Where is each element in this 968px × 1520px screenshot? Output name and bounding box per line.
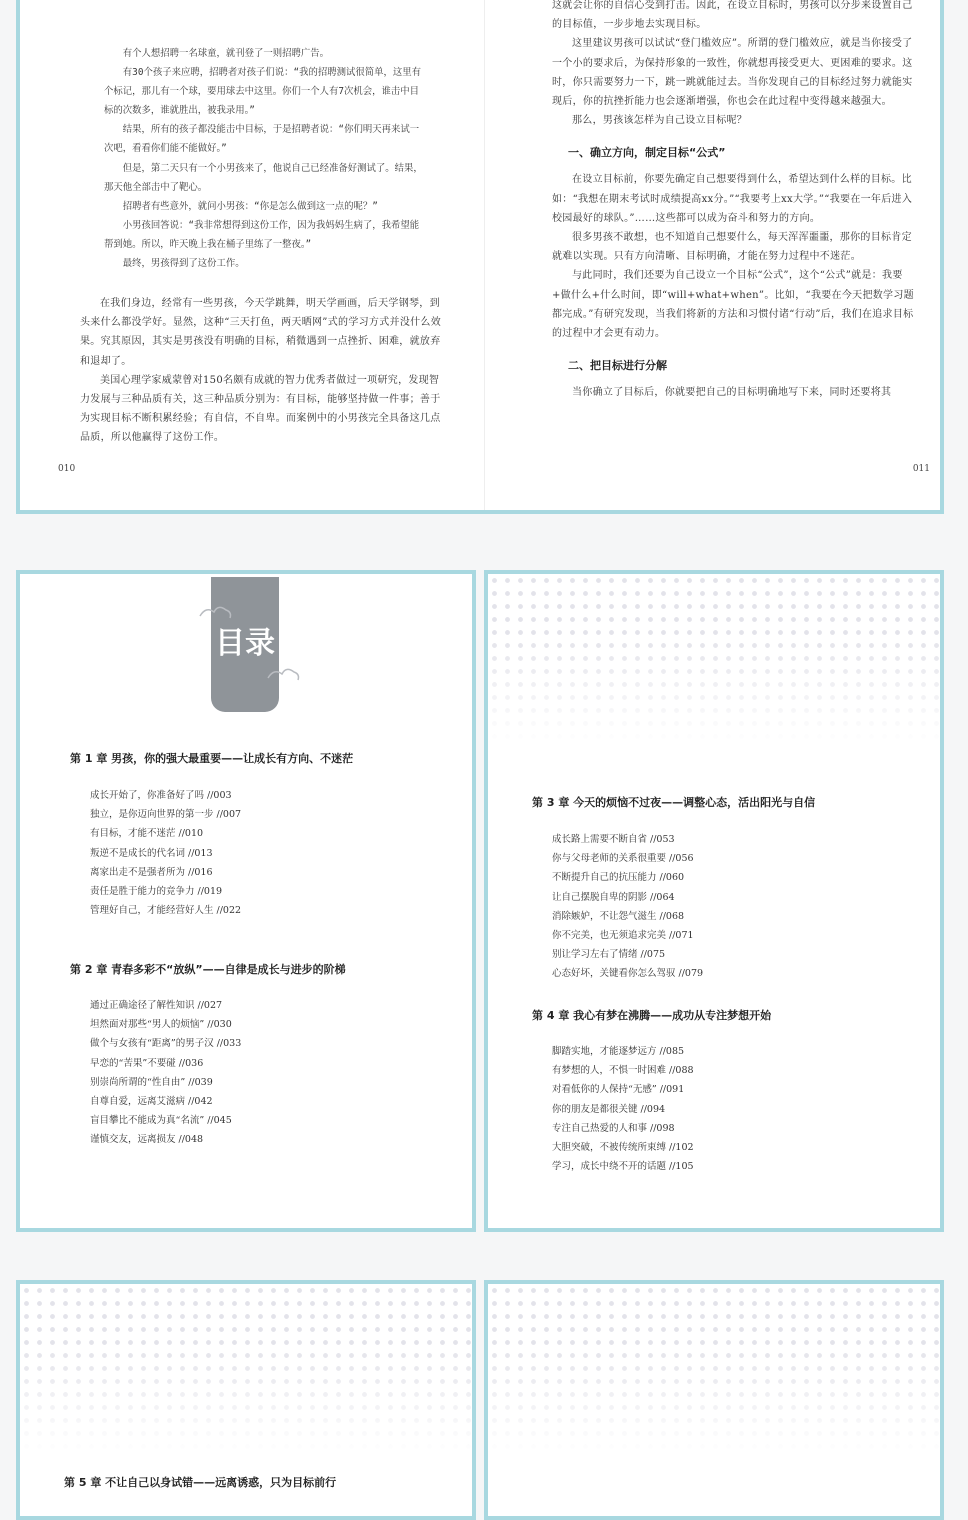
- cloud-ornament-icon: [264, 664, 304, 686]
- toc-list: [90, 786, 241, 920]
- chapter-title: 第 2 章 青春多彩不“放纵”——自律是成长与进步的阶梯: [70, 963, 346, 976]
- body-paragraph: 当你确立了目标后，你就要把自己的目标明确地写下来，同时还要将其: [572, 387, 892, 399]
- toc-entry[interactable]: 有目标，才能不迷茫 //010: [90, 828, 204, 840]
- toc-entry[interactable]: 消除嫉妒，不让怨气滋生 //068: [552, 910, 685, 922]
- story-paragraph: 但是，第二天只有一个小男孩来了，他说自己已经准备好测试了。结果，那天他全部击中了靶心。: [104, 162, 423, 193]
- toc-entry[interactable]: 成长路上需要不断自省 //053: [552, 834, 675, 845]
- body-paragraph: 在我们身边，经常有一些男孩，今天学跳舞，明天学画画，后天学钢琴，到头来什么都没学好。显然，这种“三天打鱼，两天晒网”式的学习方式并没什么效果。究其原因，其实是男孩没有明确的目标，稍微遇到一点挫折、困难，就放弃和退却了。: [80, 298, 442, 367]
- toc-entry[interactable]: 叛逆不是成长的代名词 //013: [90, 847, 213, 859]
- toc-entry[interactable]: 脚踏实地，才能逐梦远方 //085: [552, 1046, 685, 1057]
- toc-entry[interactable]: 成长开始了，你准备好了吗 //003: [90, 790, 232, 801]
- blank-page: [484, 1280, 944, 1520]
- book-spread-page-010-011: [16, 0, 944, 514]
- toc-entry[interactable]: 管理好自己，才能经营好人生 //022: [90, 905, 242, 917]
- toc-entry[interactable]: 责任是胜于能力的竞争力 //019: [90, 886, 223, 898]
- toc-entry[interactable]: 别让学习左右了情绪 //075: [552, 949, 666, 961]
- toc-entry[interactable]: 你的朋友是都很关键 //094: [552, 1103, 666, 1115]
- toc-entry[interactable]: 大胆突破，不被传统所束缚 //102: [552, 1142, 694, 1154]
- toc-entry[interactable]: 别崇尚所谓的“性自由” //039: [90, 1076, 213, 1088]
- body-paragraph: 这里建议男孩可以试试“登门槛效应”。所谓的登门槛效应，就是当你接受了一个小的要求后，为保持形象的一致性，你就想再接受更大、更困难的要求。这时，你只需要努力一下，跳一跳就能过去。当你发现自己的目标经过努力就能实现后，你的抗挫折能力也会逐渐增强，你也会在此过程中变得越来越强大。: [552, 38, 913, 108]
- dot-pattern-background: [488, 1284, 940, 1454]
- toc-entry[interactable]: 做个与女孩有“距离”的男子汉 //033: [90, 1038, 242, 1050]
- toc-entry[interactable]: 心态好坏，关键看你怎么驾驭 //079: [552, 968, 704, 980]
- body-text-left: [80, 294, 442, 448]
- body-paragraph: 与此同时，我们还要为自己设立一个目标“公式”，这个“公式”就是：我要+做什么+什么时间，即“will+what+when”。比如，“我要在今天把数学习题都完成。”有研究发现，当我们将新的方法和习惯付诸“行动”后，我们在追求目标的过程中才会更有动力。: [552, 270, 914, 340]
- toc-entry[interactable]: 盲目攀比不能成为真“名流” //045: [90, 1115, 232, 1127]
- toc-entry[interactable]: 早恋的“苦果”不要碰 //036: [90, 1057, 204, 1069]
- toc-entry[interactable]: 有梦想的人，不惧一时困难 //088: [552, 1065, 694, 1077]
- chapter-title: 第 4 章 我心有梦在沸腾——成功从专注梦想开始: [532, 1009, 772, 1022]
- cloud-ornament-icon: [196, 602, 236, 624]
- toc-list: [552, 1042, 694, 1176]
- toc-entry[interactable]: 谨慎交友，远离损友 //048: [90, 1134, 204, 1146]
- story-paragraph: 招聘者有些意外，就问小男孩：“你是怎么做到这一点的呢？”: [122, 200, 378, 212]
- page-number-left: 010: [58, 464, 76, 474]
- toc-entry[interactable]: 独立，是你迈向世界的第一步 //007: [90, 809, 242, 821]
- toc-list: [552, 830, 703, 984]
- toc-title-tab: [211, 577, 279, 712]
- toc-list: [90, 996, 241, 1150]
- body-paragraph: 那么，男孩该怎样为自己设立目标呢？: [572, 115, 748, 127]
- chapter-title: 第 3 章 今天的烦恼不过夜——调整心态，活出阳光与自信: [532, 796, 816, 809]
- toc-entry[interactable]: 自尊自爱，远离艾滋病 //042: [90, 1096, 213, 1108]
- page-number-right: 011: [912, 464, 930, 474]
- toc-entry[interactable]: 对看低你的人保持“无感” //091: [552, 1084, 685, 1096]
- section-heading-1: 一、确立方向，制定目标“公式”: [568, 146, 726, 160]
- toc-entry[interactable]: 专注自己热爱的人和事 //098: [552, 1122, 675, 1134]
- story-paragraph: 结果，所有的孩子都没能击中目标，于是招聘者说：“你们明天再来试一次吧，看看你们能不能做好。”: [104, 124, 420, 155]
- body-paragraph: 很多男孩不敢想，也不知道自己想要什么，每天浑浑噩噩，那你的目标肯定就难以实现。只有方向清晰、目标明确，才能在努力过程中不迷茫。: [552, 232, 912, 263]
- toc-title: 目录: [215, 626, 275, 661]
- chapter-title: 第 1 章 男孩，你的强大最重要——让成长有方向、不迷茫: [70, 752, 354, 765]
- toc-entry[interactable]: 学习，成长中绕不开的话题 //105: [552, 1161, 694, 1173]
- toc-entry[interactable]: 离家出走不是强者所为 //016: [90, 866, 213, 878]
- toc-entry[interactable]: 你不完美，也无须追求完美 //071: [552, 930, 694, 942]
- body-paragraph: 在设立目标前，你要先确定自己想要得到什么，希望达到什么样的目标。比如：“我想在期末考试时成绩提高xx分。”“我要考上xx大学。”“我要在一年后进入校园最好的球队。”……这些都可以成为奋斗和努力的方向。: [552, 174, 913, 224]
- body-paragraph: 美国心理学家威蒙曾对150名颇有成就的智力优秀者做过一项研究，发现智力发展与三种品质有关，这三种品质分别为：有目标，能够坚持做一件事；善于为实现目标不断积累经验；有自信，不自卑。而案例中的小男孩完全具备这几点品质，所以他赢得了这份工作。: [80, 374, 441, 444]
- dot-pattern-background: [20, 1284, 472, 1454]
- story-block: [104, 44, 424, 273]
- story-paragraph: 有30个孩子来应聘，招聘者对孩子们说：“我的招聘测试很简单，这里有个标记，那儿有一个球，要用球去中这里。你们一个人有7次机会，谁击中目标的次数多，谁就胜出，被我录用。”: [104, 67, 421, 117]
- dot-pattern-background: [488, 574, 940, 744]
- toc-entry[interactable]: 让自己摆脱自卑的阴影 //064: [552, 891, 675, 903]
- toc-entry[interactable]: 通过正确途径了解性知识 //027: [90, 1000, 223, 1011]
- spine-divider: [484, 0, 485, 510]
- body-paragraph: 这就会让你的自信心受到打击。因此，在设立目标时，男孩可以分步来设置自己的目标值，一步步地去实现目标。: [552, 0, 913, 31]
- chapter-title: 第 5 章 不让自己以身试错——远离诱惑，只为目标前行: [64, 1476, 337, 1489]
- story-paragraph: 有个人想招聘一名球童，就刊登了一则招聘广告。: [122, 48, 330, 59]
- toc-entry[interactable]: 你与父母老师的关系很重要 //056: [552, 853, 694, 865]
- story-paragraph: 小男孩回答说：“我非常想得到这份工作，因为我妈妈生病了，我希望能帮到她。所以，昨天晚上我在桶子里练了一整夜。”: [104, 219, 420, 250]
- section-heading-2: 二、把目标进行分解: [568, 359, 667, 373]
- toc-entry[interactable]: 坦然面对那些“男人的烦恼” //030: [90, 1019, 232, 1031]
- story-paragraph: 最终，男孩得到了这份工作。: [122, 258, 245, 270]
- toc-entry[interactable]: 不断提升自己的抗压能力 //060: [552, 872, 685, 884]
- body-text-right: [552, 0, 914, 402]
